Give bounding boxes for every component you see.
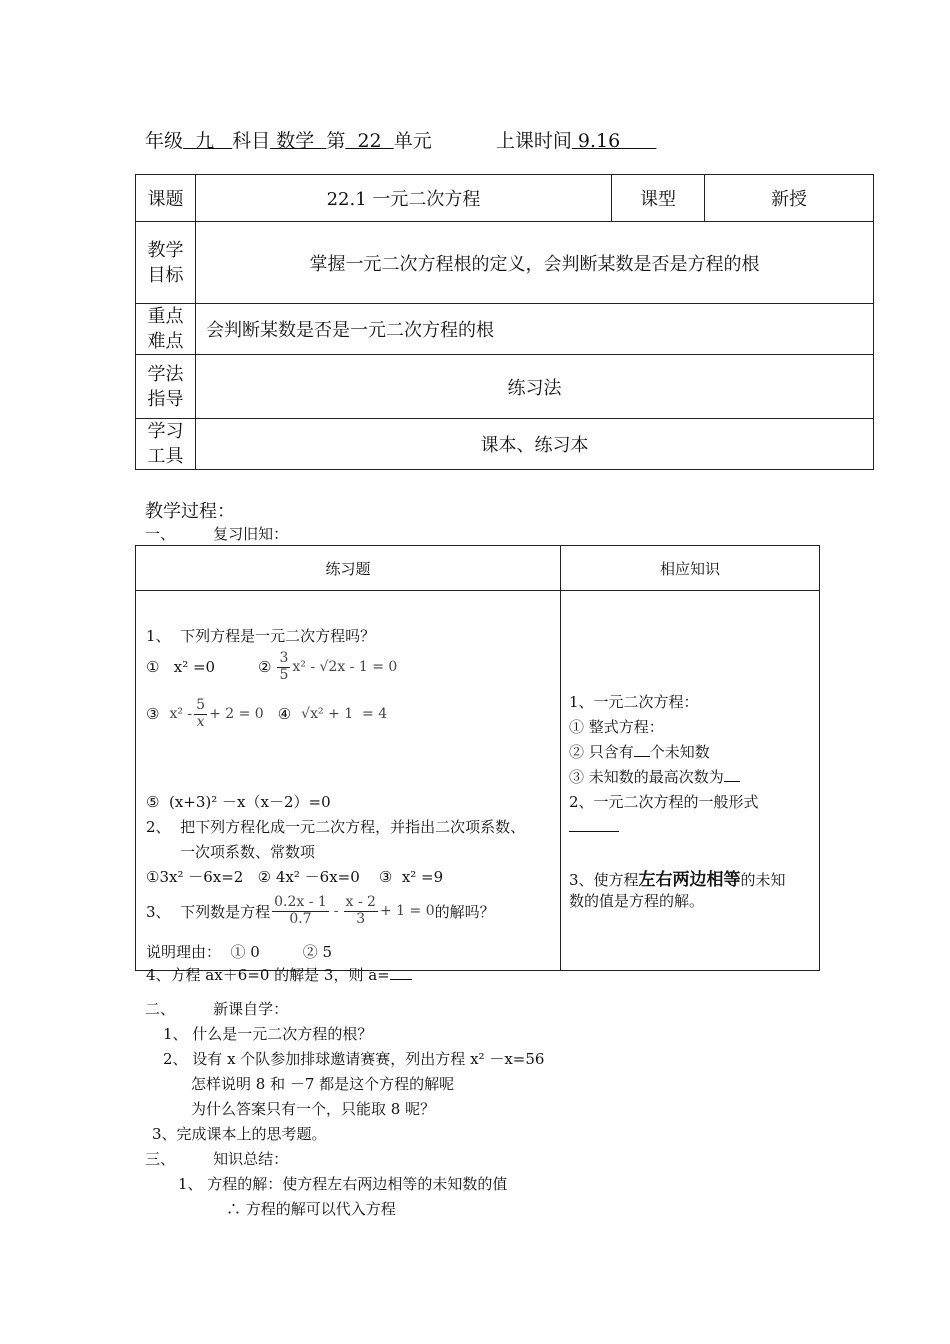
question-3-tail: + 1 = 0 — [379, 903, 435, 919]
knowledge-4 — [569, 766, 740, 787]
knowledge-3-blank — [634, 742, 650, 757]
tools-text: 课本、练习本 — [480, 435, 589, 456]
exercise-body-cell — [136, 591, 561, 984]
method-text: 练习法 — [507, 377, 562, 399]
selfstudy-item-2-line3: 为什么答案只有一个，只能取 8 呢？ — [191, 1100, 436, 1118]
knowledge-header: 相应知识 — [659, 559, 720, 578]
question-3-reason: 说明理由： ① 0 ② 5 — [146, 943, 333, 961]
option-4-mark: ④ — [277, 705, 292, 723]
option-2-tail: x² - √2x - 1 = 0 — [292, 659, 398, 675]
knowledge-5: 2、一元二次方程的一般形式 — [569, 793, 759, 811]
tools-cell — [196, 419, 874, 470]
type-text: 新授 — [771, 189, 807, 210]
topic-text: 22.1 一元二次方程 — [326, 189, 481, 210]
option-2-mark: ② — [258, 658, 272, 676]
unit-value: 22 — [345, 130, 394, 152]
goal-cell — [196, 222, 874, 304]
knowledge-3-tail: 个未知数 — [649, 743, 710, 761]
time-label: 上课时间 — [495, 130, 572, 152]
knowledge-3-head: ② 只含有 — [569, 743, 634, 761]
key-label-cell — [136, 304, 196, 355]
option-3-denominator: x — [196, 713, 205, 730]
knowledge-7: 数的值是方程的解。 — [569, 892, 705, 910]
grade-value: 九 — [183, 130, 233, 152]
tools-label-line1: 学习 — [147, 421, 184, 442]
key-cell — [196, 304, 874, 355]
option-3-numerator: 5 — [196, 697, 206, 714]
type-cell — [705, 175, 874, 222]
goal-label-cell — [136, 222, 196, 304]
lesson-info-table — [135, 174, 874, 470]
option-2-numerator: 3 — [279, 650, 289, 667]
exercise-header: 练习题 — [325, 559, 371, 578]
goal-text: 掌握一元二次方程根的定义，会判断某数是否是方程的根 — [309, 253, 760, 275]
knowledge-5-blank — [569, 831, 619, 832]
key-label-line1: 重点 — [147, 306, 184, 327]
knowledge-3 — [569, 741, 710, 762]
exercise-header-cell — [136, 546, 561, 591]
selfstudy-item-2-line2: 怎样说明 8 和 －7 都是这个方程的解呢 — [191, 1075, 455, 1093]
grade-label: 年级 — [145, 130, 184, 152]
summary-item-1-note: ∴ 方程的解可以代入方程 — [226, 1200, 396, 1218]
question-3-numerator-1: 0.2x - 1 — [274, 894, 327, 911]
method-label-line1: 学法 — [147, 363, 184, 385]
process-title: 教学过程： — [145, 501, 235, 522]
question-4 — [146, 964, 412, 985]
knowledge-6-head: 3、使方程 — [569, 871, 639, 889]
type-label: 课型 — [640, 189, 676, 210]
option-2-denominator: 5 — [279, 666, 289, 683]
question-2-line1: 2、 把下列方程化成一元二次方程，并指出二次项系数、 — [146, 818, 526, 836]
selfstudy-item-1: 1、 什么是一元二次方程的根？ — [163, 1025, 373, 1043]
question-1-options-a — [146, 647, 397, 687]
lesson-header — [145, 126, 656, 153]
subject-value: 数学 — [270, 130, 327, 152]
tools-label-cell — [136, 419, 196, 470]
key-text: 会判断某数是否是一元二次方程的根 — [206, 320, 494, 341]
knowledge-header-cell — [561, 546, 820, 591]
type-label-cell — [612, 175, 705, 222]
question-3-fraction-2 — [344, 895, 378, 927]
selfstudy-item-3: 3、完成课本上的思考题。 — [152, 1125, 327, 1143]
knowledge-6-bold: 左右两边相等 — [638, 870, 741, 889]
section-review-heading: 一、 复习旧知： — [145, 525, 289, 543]
knowledge-6-tail: 的未知 — [740, 871, 786, 889]
unit-prefix: 第 — [326, 130, 346, 152]
option-3-head: x² - — [169, 706, 193, 722]
question-2-items: ①3x² －6x=2 ② 4x² －6x=0 ③ x² =9 — [146, 868, 444, 886]
time-value: 9.16 — [571, 130, 657, 152]
summary-item-1: 1、 方程的解：使方程左右两边相等的未知数的值 — [178, 1175, 508, 1193]
exercise-table — [135, 545, 820, 984]
tools-label-line2: 工具 — [147, 446, 184, 467]
knowledge-4-text: ③ 未知数的最高次数为 — [569, 768, 724, 786]
question-4-text: 4、方程 ax＋6=0 的解是 3，则 a= — [146, 966, 390, 984]
goal-label-line1: 教学 — [147, 239, 184, 261]
question-3-head: 3、 下列数是方程 — [146, 902, 271, 921]
question-1-options-b — [146, 694, 387, 734]
subject-label: 科目 — [232, 130, 271, 152]
section-summary-heading: 三、 知识总结： — [145, 1150, 289, 1168]
question-3-end: 的解吗？ — [434, 902, 495, 921]
unit-suffix: 单元 — [393, 130, 432, 152]
knowledge-4-blank — [724, 767, 740, 782]
knowledge-body-cell — [561, 591, 820, 971]
topic-label-cell — [136, 175, 196, 222]
question-1: 1、 下列方程是一元二次方程吗？ — [146, 627, 376, 645]
option-5: ⑤ (x+3)² －x（x－2）=0 — [146, 793, 331, 811]
method-label-line2: 指导 — [147, 388, 184, 410]
option-3-tail: + 2 = 0 — [209, 706, 264, 722]
option-3-mark: ③ — [146, 705, 160, 723]
option-1: ① x² =0 — [146, 658, 216, 676]
method-label-cell — [136, 355, 196, 419]
method-cell — [196, 355, 874, 419]
question-3-denominator-2: 3 — [356, 910, 366, 927]
question-3-fraction-1 — [272, 895, 329, 927]
question-3-denominator-1: 0.7 — [289, 910, 312, 927]
section-selfstudy-heading: 二、 新课自学： — [145, 1000, 289, 1018]
key-label-line2: 难点 — [147, 331, 184, 352]
topic-label: 课题 — [147, 189, 184, 210]
option-3-fraction — [194, 698, 207, 730]
option-2-fraction — [277, 651, 290, 683]
question-3-minus: - — [333, 903, 339, 919]
question-2-line2: 一次项系数、常数项 — [180, 843, 316, 861]
option-4-expr: √x² + 1 = 4 — [301, 706, 388, 722]
knowledge-6 — [569, 865, 786, 890]
topic-cell — [196, 175, 612, 222]
goal-label-line2: 目标 — [147, 264, 184, 286]
question-4-blank — [390, 965, 412, 980]
selfstudy-item-2: 2、 设有 x 个队参加排球邀请赛赛，列出方程 x² －x=56 — [163, 1050, 545, 1068]
knowledge-2: ① 整式方程： — [569, 718, 664, 736]
knowledge-1: 1、一元二次方程： — [569, 693, 699, 711]
question-3 — [146, 889, 495, 933]
question-3-numerator-2: x - 2 — [345, 894, 376, 911]
